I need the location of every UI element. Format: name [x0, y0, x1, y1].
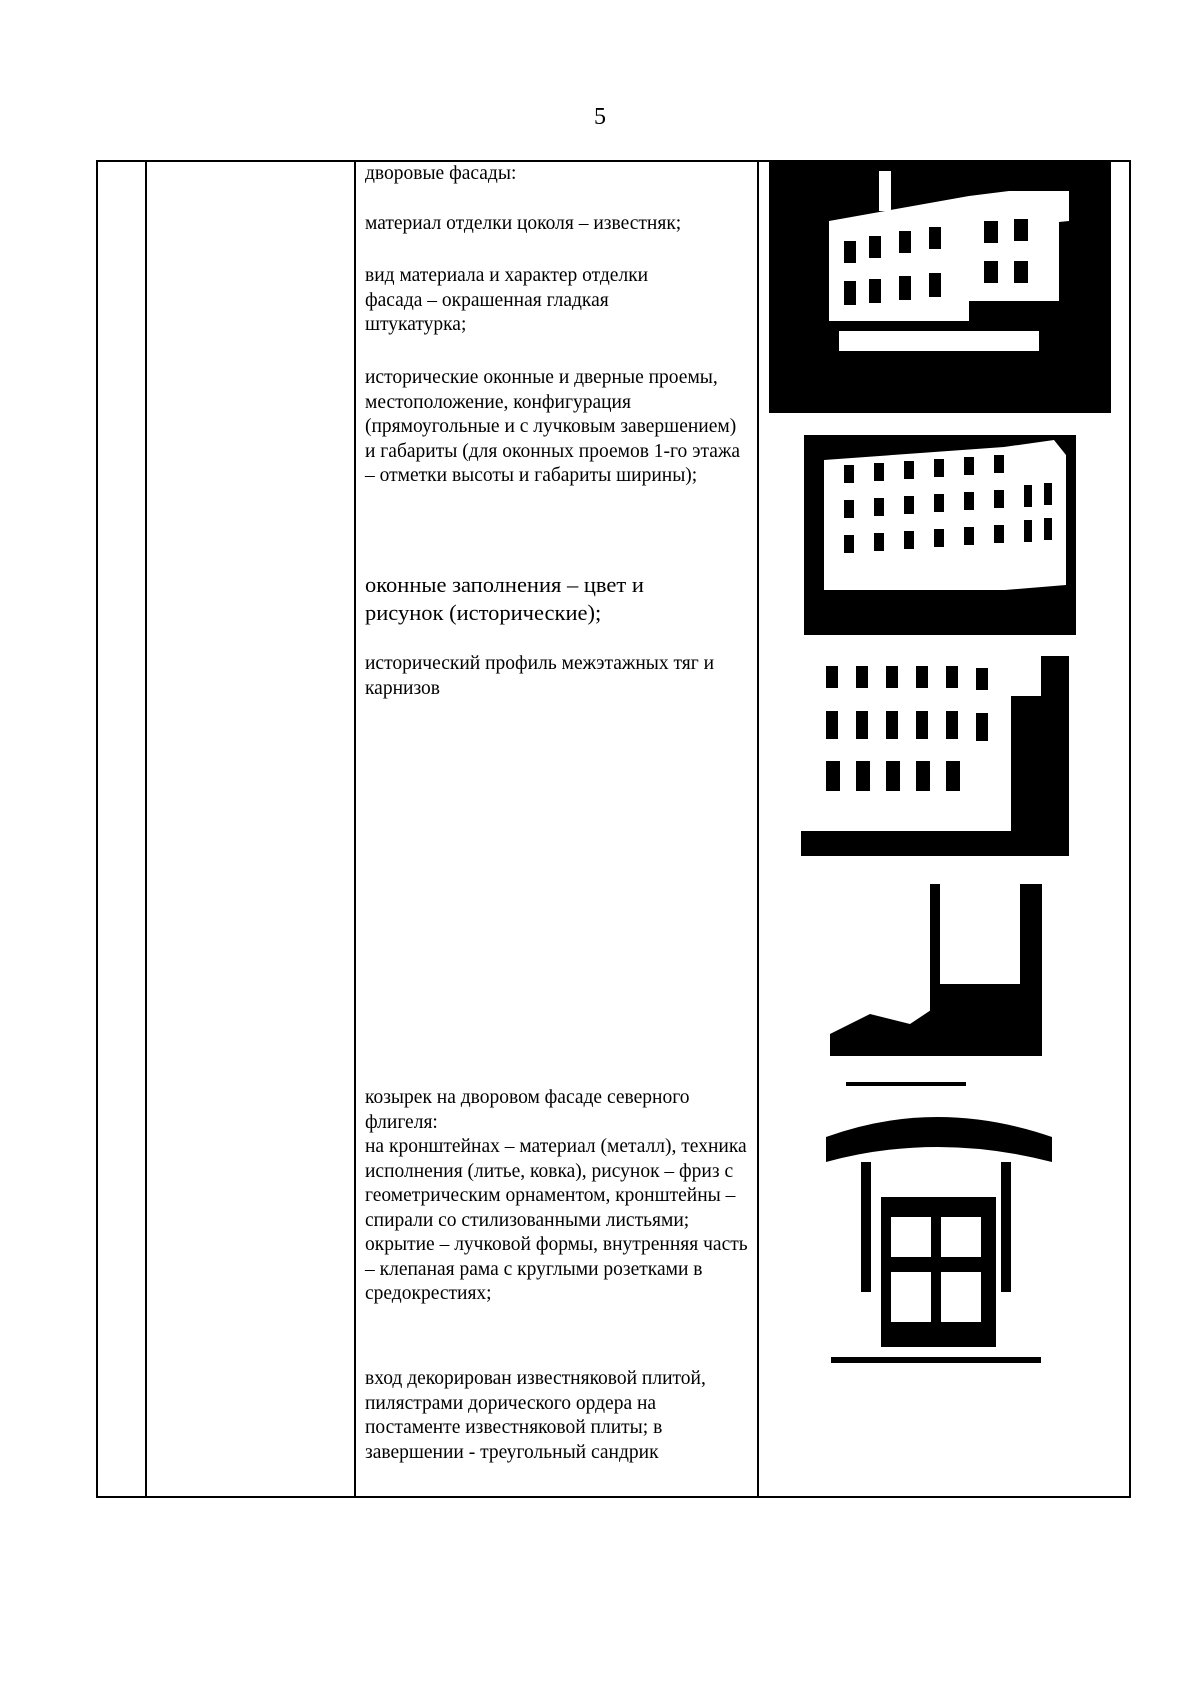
table-bottom-border: [96, 1496, 1131, 1498]
paragraph-window-fillings: оконные заполнения – цвет и рисунок (исторические);: [365, 572, 644, 625]
table-right-border: [1129, 160, 1131, 1498]
column-divider-1: [145, 160, 147, 1498]
paragraph-cornice-profile: исторический профиль межэтажных тяг и карнизов: [365, 653, 715, 699]
paragraph-entrance: вход декорирован известняковой плитой, пилястрами дорического ордера на постаменте известняковой плиты; в завершении - треугольный сандрик: [365, 1368, 706, 1463]
table-left-border: [96, 160, 98, 1498]
column-divider-2: [354, 160, 356, 1498]
paragraph-facade-finish: вид материала и характер отделки фасада – окрашенная гладкая штукатурка;: [365, 265, 649, 335]
photo-building-corner: [830, 884, 1042, 1056]
paragraph-canopy: козырек на дворовом фасаде северного флигеля:: [365, 1087, 690, 1133]
paragraph-openings: исторические оконные и дверные проемы, местоположение, конфигурация (прямоугольные и с лучковым завершением) и габариты (для оконных проемов 1-го этажа – отметки высоты и габариты ширины);: [365, 367, 741, 486]
photo-courtyard-facade-2: [804, 435, 1076, 635]
page-number: 5: [594, 104, 606, 130]
photo-courtyard-facade-3: [801, 656, 1069, 856]
photo-entrance-canopy: [826, 1082, 1052, 1382]
paragraph-plinth-material: материал отделки цоколя – известняк;: [365, 213, 682, 234]
photo-courtyard-facade-1: [769, 161, 1111, 413]
paragraph-courtyard-facades: дворовые фасады:: [365, 163, 517, 184]
paragraph-canopy-details: на кронштейнах – материал (металл), техника исполнения (литье, ковка), рисунок – фриз с геометрическим орнаментом, кронштейны – спирали со стилизованными листьями; окрытие – лучковой формы, внутренняя часть – клепаная рама с круглыми розетками в средокрестиях;: [365, 1136, 748, 1304]
column-divider-3: [757, 160, 759, 1498]
